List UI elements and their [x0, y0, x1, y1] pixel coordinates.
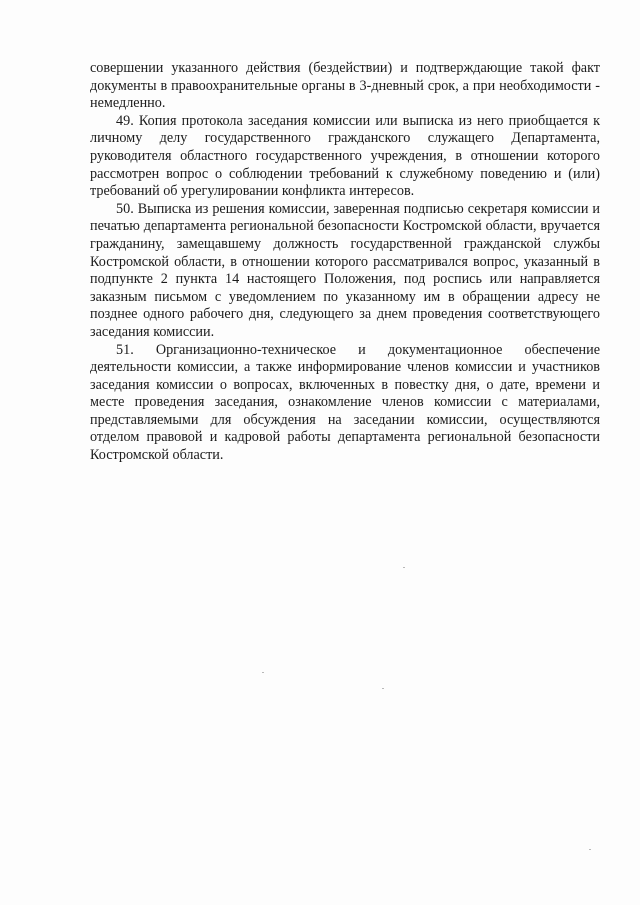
paragraph-continuation: совершении указанного действия (бездействии) и подтверждающие такой факт документы в правоохранительные органы в 3-дневный срок, а при необходимости - немедленно. [90, 60, 600, 112]
scan-speck [403, 567, 405, 568]
paragraph-item-50: 50. Выписка из решения комиссии, заверенная подписью секретаря комиссии и печатью департамента региональной безопасности Костромской области, вручается гражданину, замещавшему должность государственной гражданской службы Костромской области, в отношении которого рассматривался вопрос, указанный в подпункте 2 пункта 14 настоящего Положения, под роспись или направляется заказным письмом с уведомлением по указанному им в обращении адресу не позднее одного рабочего дня, следующего за днем проведения соответствующего заседания комиссии. [90, 200, 600, 340]
document-body [90, 60, 600, 465]
scan-speck [262, 672, 264, 673]
paragraph-item-49: 49. Копия протокола заседания комиссии или выписка из него приобщается к личному делу государственного гражданского служащего Департамента, руководителя областного государственного учреждения, в отношении которого рассмотрен вопрос о соблюдении требований к служебному поведению и (или) требований об урегулировании конфликта интересов. [90, 112, 600, 200]
scan-speck [382, 688, 384, 689]
scan-speck [589, 849, 591, 850]
paragraph-item-51: 51. Организационно-техническое и документационное обеспечение деятельности комиссии, а также информирование членов комиссии и участников заседания комиссии о вопросах, включенных в повестку дня, о дате, времени и месте проведения заседания, ознакомление членов комиссии с материалами, представляемыми для обсуждения на заседании комиссии, осуществляются отделом правовой и кадровой работы департамента региональной безопасности Костромской области. [90, 341, 600, 464]
